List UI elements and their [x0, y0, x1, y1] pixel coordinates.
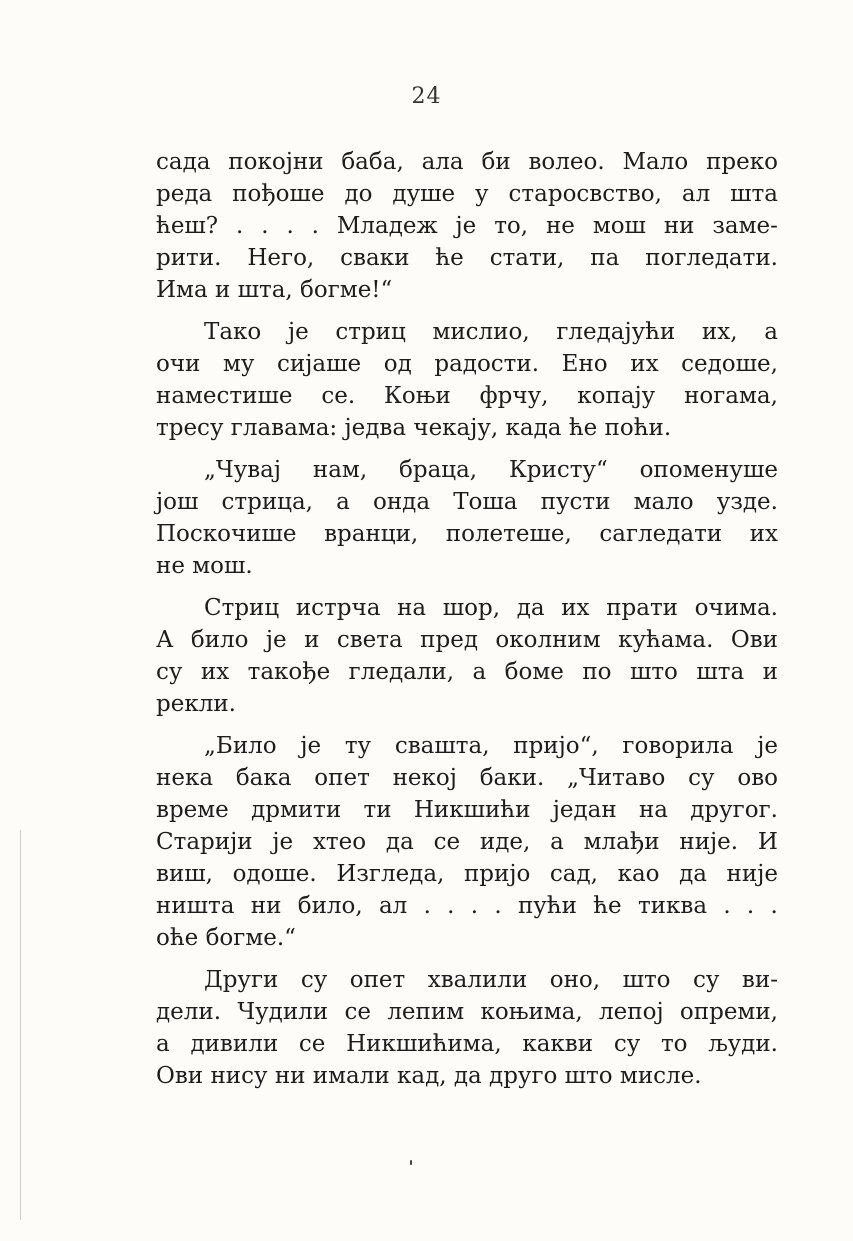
word: није	[726, 861, 778, 887]
word: дели.	[156, 999, 222, 1025]
word: би	[481, 149, 511, 175]
word: му	[223, 351, 255, 377]
word: и	[304, 627, 320, 653]
word: вранци,	[324, 521, 419, 547]
text-line	[156, 242, 778, 274]
word: ће	[593, 893, 622, 919]
word: сваки	[340, 245, 410, 271]
word: .	[423, 893, 431, 919]
word: било,	[297, 893, 363, 919]
word: Тоша	[453, 489, 518, 515]
text-line	[156, 826, 778, 858]
text-line	[156, 316, 778, 348]
word: опет	[314, 765, 370, 791]
text-line	[156, 178, 778, 210]
word: је	[287, 319, 309, 345]
word: их	[561, 595, 590, 621]
paragraph	[156, 454, 778, 582]
word: а	[764, 319, 778, 345]
word: Него,	[247, 245, 315, 271]
word: Старији	[156, 829, 253, 855]
word: су	[300, 967, 328, 993]
word: наместише	[156, 383, 293, 409]
word: дивили	[190, 1031, 279, 1057]
word: до	[344, 181, 373, 207]
word: их	[630, 351, 659, 377]
word: истрча	[295, 595, 381, 621]
word: седоше,	[681, 351, 778, 377]
word: виш,	[156, 861, 213, 887]
word: Ови	[730, 627, 778, 653]
word: је	[455, 213, 477, 239]
word: сада	[156, 149, 211, 175]
word: су	[693, 967, 720, 993]
word: оно,	[549, 967, 601, 993]
word: Ено	[561, 351, 608, 377]
word: другог.	[690, 797, 778, 823]
text-line	[156, 656, 778, 688]
word: реда	[156, 181, 213, 207]
word: Поскочише	[156, 521, 297, 547]
word: шор,	[442, 595, 501, 621]
word: копају	[577, 383, 656, 409]
word: да	[385, 829, 414, 855]
text-line	[156, 858, 778, 890]
word: што	[629, 659, 678, 685]
word: .	[470, 893, 479, 919]
text-line	[156, 592, 778, 624]
word: гледајући	[556, 319, 676, 345]
text-line	[156, 730, 778, 762]
word: по	[582, 659, 612, 685]
word: Никшићи	[413, 797, 531, 823]
word: иде,	[479, 829, 531, 855]
word: шта	[730, 181, 778, 207]
text-line	[156, 518, 778, 550]
word: онда	[373, 489, 431, 515]
text-line: оће богме.“	[156, 925, 296, 951]
word: млађи	[583, 829, 660, 855]
text-line	[156, 210, 778, 242]
word: а	[472, 659, 487, 685]
word: рити.	[156, 245, 222, 271]
word: баба,	[341, 149, 404, 175]
word: пући	[517, 893, 577, 919]
paragraph	[156, 316, 778, 444]
paragraph	[156, 592, 778, 720]
word: .	[311, 213, 319, 239]
word: хвалили	[427, 967, 528, 993]
word: и	[762, 659, 778, 685]
word: време	[156, 797, 229, 823]
word: кућама.	[618, 627, 714, 653]
word: то	[660, 1031, 688, 1057]
word: дрмити	[251, 797, 342, 823]
text-line	[156, 486, 778, 518]
word: није.	[679, 829, 739, 855]
body-text	[156, 146, 778, 1092]
word: браца,	[399, 457, 478, 483]
word: нам,	[312, 457, 368, 483]
word: .	[746, 893, 755, 919]
word: ту	[344, 733, 372, 759]
word: их	[200, 659, 230, 685]
page-number: 24	[411, 84, 442, 109]
text-line: тресу главама: једва чекају, када ће поћи.	[156, 415, 672, 441]
word: одоше.	[232, 861, 317, 887]
text-line	[156, 380, 778, 412]
text-line	[156, 624, 778, 656]
word: стати,	[489, 245, 565, 271]
word: од	[383, 351, 412, 377]
word: су	[156, 659, 183, 685]
word: ви-	[741, 967, 778, 993]
word: И	[757, 829, 778, 855]
word: погледати.	[645, 245, 778, 271]
word: Младеж	[336, 213, 438, 239]
word: на	[397, 595, 427, 621]
text-line	[156, 964, 778, 996]
word: ногама,	[684, 383, 778, 409]
word: мало	[633, 489, 694, 515]
word: пријо	[463, 861, 531, 887]
word: у	[475, 181, 489, 207]
word: очи	[156, 351, 201, 377]
word: какви	[522, 1031, 594, 1057]
word: а	[336, 489, 350, 515]
word: а	[550, 829, 564, 855]
word: Коњи	[384, 383, 451, 409]
word: прати	[606, 595, 679, 621]
word: се	[433, 829, 461, 855]
word: говорила	[622, 733, 734, 759]
text-line: Ови нису ни имали кад, да друго што мисле.	[156, 1063, 702, 1089]
text-line	[156, 146, 778, 178]
word: .	[261, 213, 269, 239]
word: Никшићима,	[346, 1031, 502, 1057]
word: „Читаво	[567, 765, 666, 791]
word: некој	[392, 765, 457, 791]
word: стрица,	[221, 489, 313, 515]
word: радости.	[434, 351, 540, 377]
word: узде.	[716, 489, 778, 515]
word: пријо“,	[513, 733, 599, 759]
word: коњима,	[480, 999, 583, 1025]
word: на	[638, 797, 668, 823]
word: .	[723, 893, 731, 919]
word: ништа	[156, 893, 235, 919]
word: хтео	[312, 829, 367, 855]
word: .	[286, 213, 294, 239]
word: опоменуше	[639, 457, 778, 483]
paragraph-gap	[156, 954, 778, 964]
word: људи.	[708, 1031, 778, 1057]
text-line: рекли.	[156, 691, 236, 717]
word: Изгледа,	[336, 861, 445, 887]
paragraph-gap	[156, 444, 778, 454]
paragraph	[156, 730, 778, 954]
word: опет	[349, 967, 406, 993]
text-line	[156, 1028, 778, 1060]
word: још	[156, 489, 199, 515]
word: такође	[247, 659, 331, 685]
text-line	[156, 794, 778, 826]
word: сијаше	[277, 351, 362, 377]
word: је	[272, 829, 294, 855]
text-line	[156, 348, 778, 380]
word: бака	[235, 765, 292, 791]
word: .	[236, 213, 244, 239]
word: боме	[504, 659, 564, 685]
word: покојни	[228, 149, 324, 175]
word: преко	[706, 149, 778, 175]
word: ћеш?	[156, 213, 219, 239]
word: опреми,	[679, 999, 778, 1025]
text-line	[156, 454, 778, 486]
word: лепој	[599, 999, 664, 1025]
ink-speck	[410, 1160, 412, 1165]
word: да	[516, 595, 545, 621]
word: гледали,	[348, 659, 455, 685]
word: не	[545, 213, 575, 239]
word: их	[749, 521, 778, 547]
word: су	[613, 1031, 641, 1057]
word: шта	[696, 659, 745, 685]
word: било	[190, 627, 249, 653]
paragraph	[156, 964, 778, 1092]
word: их,	[701, 319, 738, 345]
word: „Било	[204, 733, 277, 759]
word: ал	[378, 893, 408, 919]
word: „Чувај	[204, 457, 282, 483]
word: Кристу“	[508, 457, 608, 483]
word: па	[590, 245, 620, 271]
word: света	[336, 627, 403, 653]
text-line	[156, 996, 778, 1028]
word: пођоше	[232, 181, 325, 207]
word: ала	[421, 149, 464, 175]
word: а	[156, 1031, 170, 1057]
word: .	[494, 893, 502, 919]
word: као	[617, 861, 660, 887]
word: се	[298, 1031, 326, 1057]
word: баки.	[479, 765, 545, 791]
word: је	[265, 627, 287, 653]
word: Други	[204, 967, 279, 993]
word: околним	[495, 627, 601, 653]
word: заме-	[712, 213, 778, 239]
word: Стриц	[204, 595, 280, 621]
word: су	[688, 765, 715, 791]
word: Мало	[622, 149, 689, 175]
paragraph-gap	[156, 306, 778, 316]
word: фрчу,	[479, 383, 549, 409]
word: полетеше,	[445, 521, 572, 547]
word: очима.	[694, 595, 778, 621]
paragraph	[156, 146, 778, 306]
word: .	[447, 893, 455, 919]
paragraph-gap	[156, 720, 778, 730]
word: А	[156, 627, 174, 653]
word: је	[757, 733, 778, 759]
word: ни	[663, 213, 695, 239]
word: свашта,	[394, 733, 490, 759]
text-line	[156, 890, 778, 922]
word: ће	[435, 245, 464, 271]
word: тиква	[637, 893, 708, 919]
word: лепим	[387, 999, 465, 1025]
word: се.	[321, 383, 356, 409]
word: сад,	[549, 861, 598, 887]
word: ти	[363, 797, 392, 823]
word: ово	[737, 765, 778, 791]
word: душе	[392, 181, 456, 207]
word: да	[679, 861, 707, 887]
text-line: Има и шта, богме!“	[156, 277, 393, 303]
word: је	[300, 733, 322, 759]
word: волео.	[528, 149, 605, 175]
word: ал	[681, 181, 711, 207]
word: Чудили	[237, 999, 329, 1025]
word: нека	[156, 765, 214, 791]
word: један	[552, 797, 617, 823]
word: стриц	[335, 319, 406, 345]
word: .	[770, 893, 778, 919]
word: што	[622, 967, 671, 993]
word: мош	[592, 213, 646, 239]
word: се	[344, 999, 371, 1025]
word: ни	[250, 893, 282, 919]
word: пусти	[540, 489, 611, 515]
word: то,	[494, 213, 529, 239]
text-line	[156, 762, 778, 794]
text-line: не мош.	[156, 553, 253, 579]
scan-margin-line	[20, 830, 21, 1220]
word: пред	[420, 627, 478, 653]
word: Тако	[204, 319, 262, 345]
word: сагледати	[599, 521, 723, 547]
paragraph-gap	[156, 582, 778, 592]
word: старосвство,	[508, 181, 662, 207]
word: мислио,	[432, 319, 530, 345]
